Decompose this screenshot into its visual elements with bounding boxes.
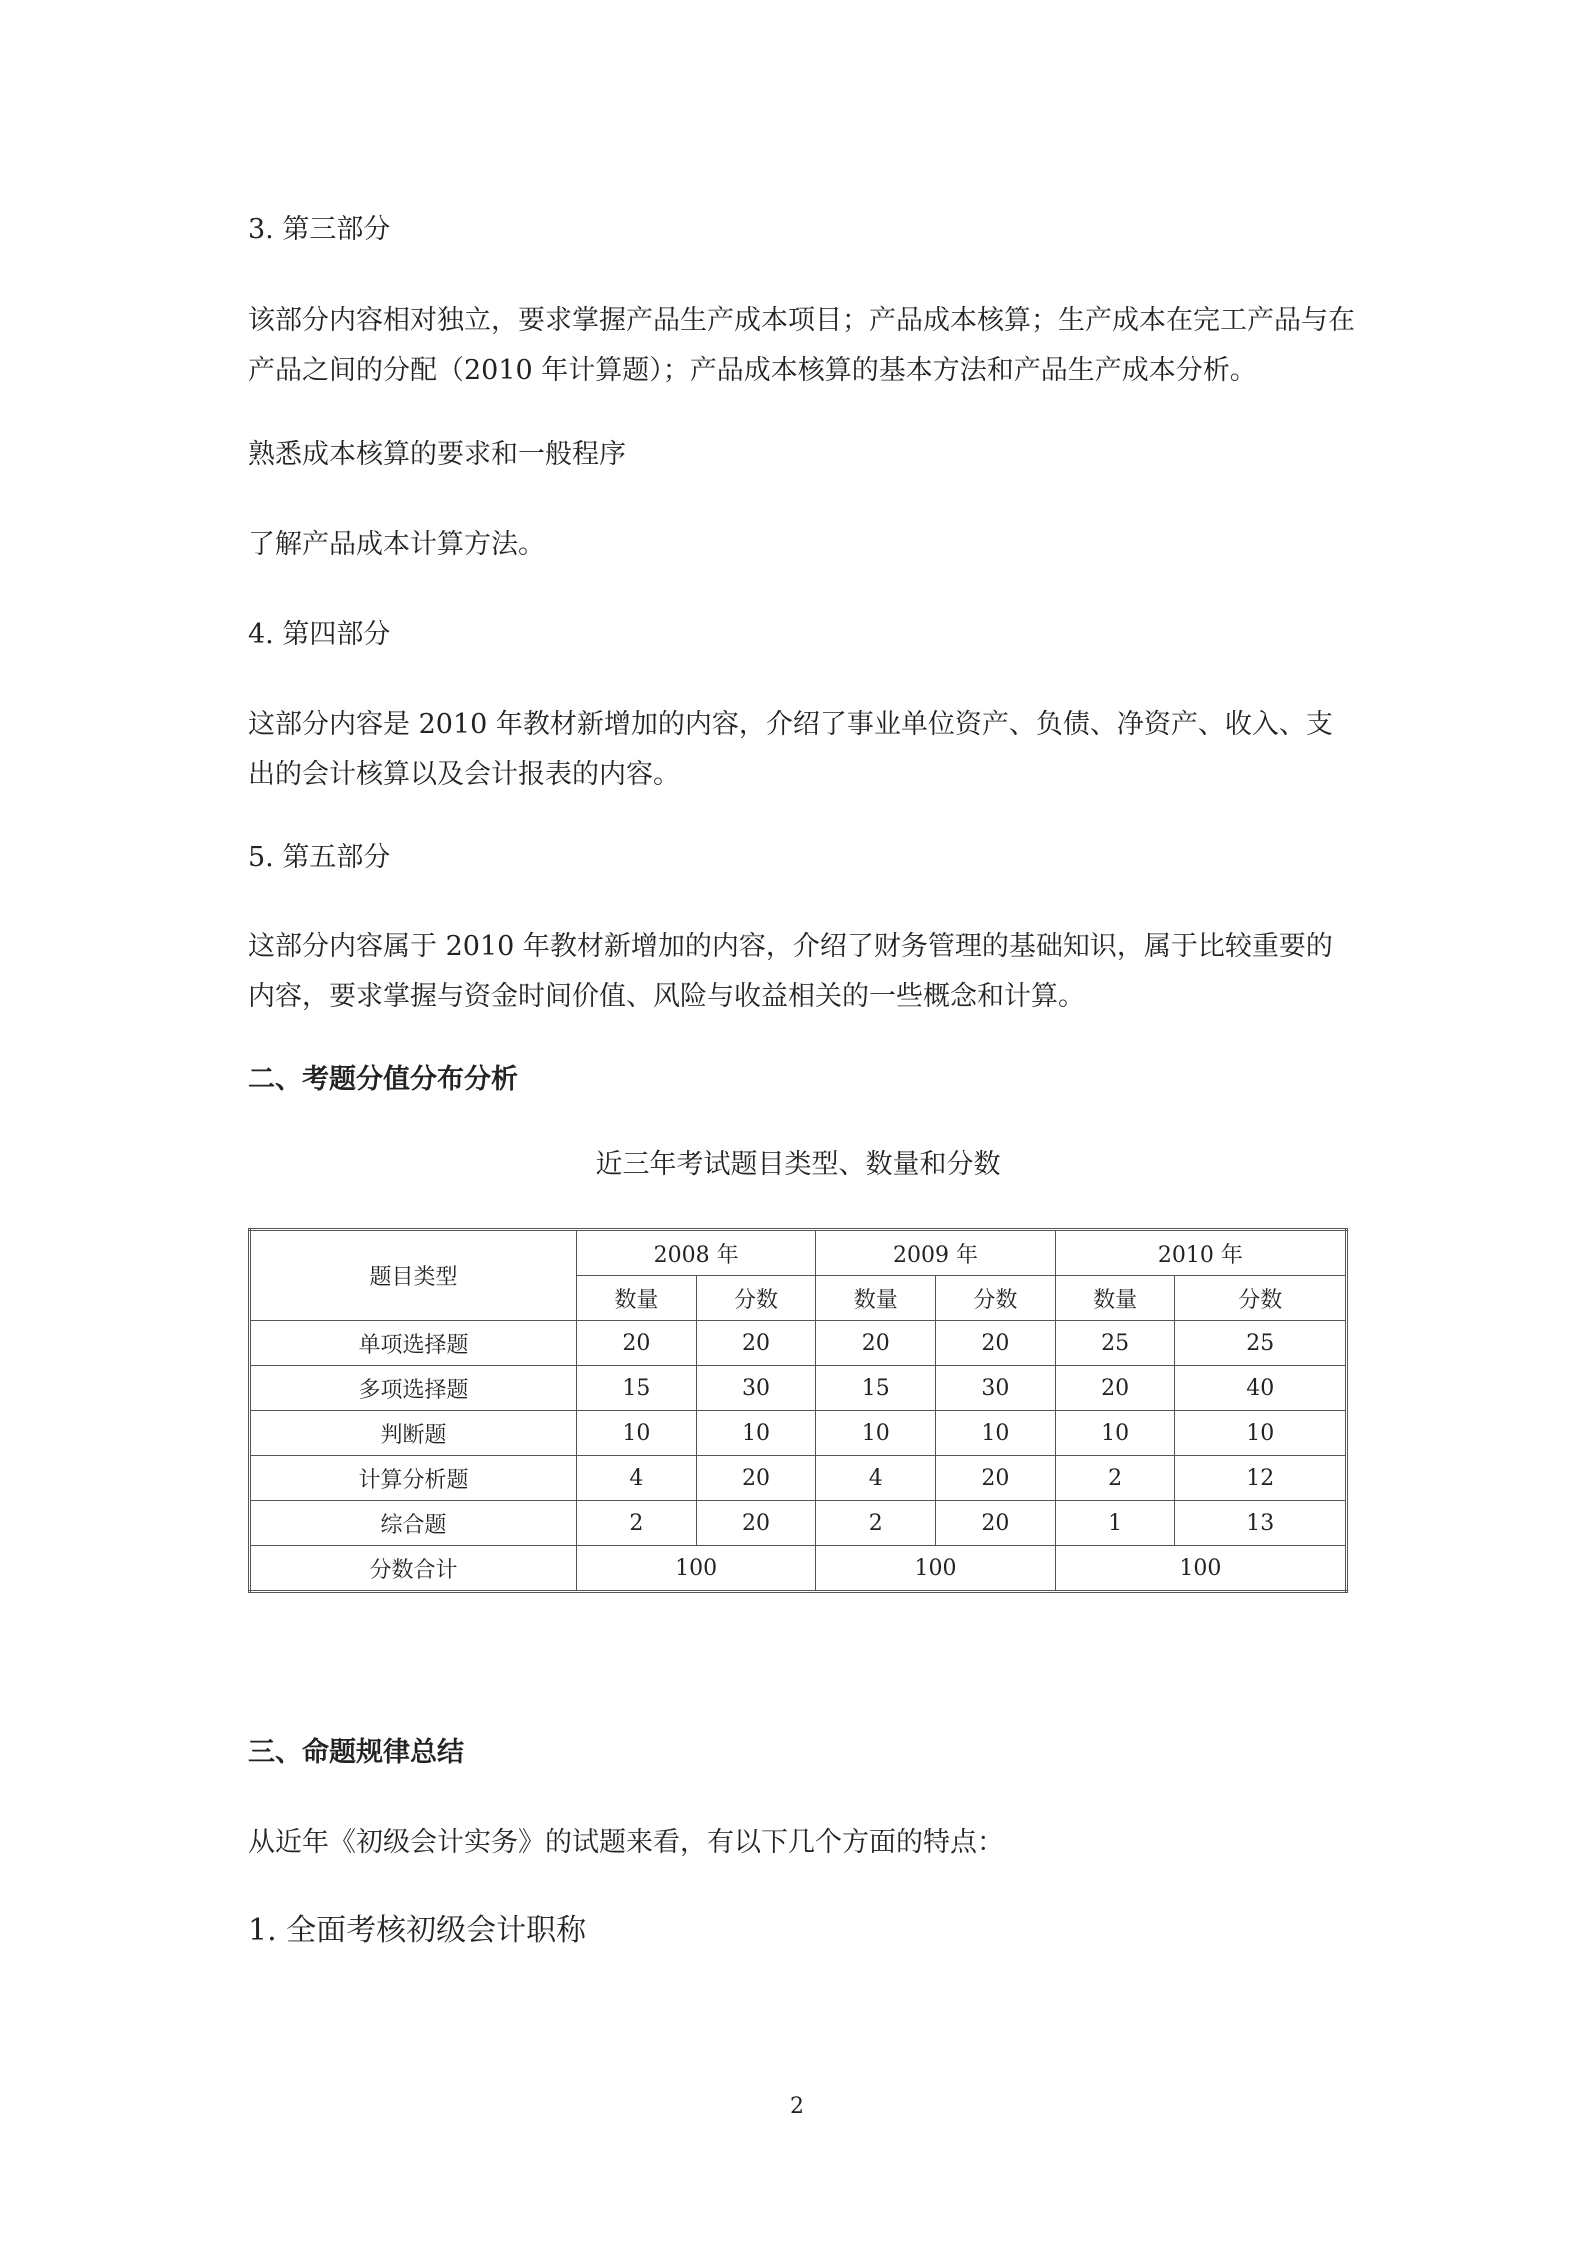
score-header: 分数 — [936, 1276, 1056, 1321]
year-header: 2008 年 — [576, 1230, 815, 1276]
table-row — [250, 1366, 1347, 1411]
total-label: 分数合计 — [250, 1546, 577, 1592]
count-header: 数量 — [576, 1276, 696, 1321]
part5-title: 5. 第五部分 — [248, 842, 391, 873]
table-header-row — [250, 1230, 1347, 1276]
table-cell: 10 — [816, 1411, 936, 1456]
table-cell: 2 — [576, 1501, 696, 1546]
section-heading-score-distribution: 二、考题分值分布分析 — [248, 1064, 518, 1095]
year-header: 2010 年 — [1055, 1230, 1346, 1276]
point-1: 1. 全面考核初级会计职称 — [248, 1913, 587, 1948]
table-cell: 20 — [936, 1501, 1056, 1546]
table-cell: 13 — [1175, 1501, 1347, 1546]
table-cell: 20 — [576, 1321, 696, 1366]
table-cell: 20 — [1055, 1366, 1175, 1411]
page-number: 2 — [790, 2094, 804, 2119]
table-total-row — [250, 1546, 1347, 1592]
table-cell: 10 — [1055, 1411, 1175, 1456]
table-cell: 30 — [936, 1366, 1056, 1411]
table-cell: 25 — [1055, 1321, 1175, 1366]
row-label: 综合题 — [250, 1501, 577, 1546]
table-cell: 40 — [1175, 1366, 1347, 1411]
table-row — [250, 1411, 1347, 1456]
score-header: 分数 — [1175, 1276, 1347, 1321]
table-cell: 20 — [696, 1456, 816, 1501]
table-cell: 20 — [696, 1501, 816, 1546]
table-cell: 20 — [936, 1456, 1056, 1501]
table-cell: 20 — [816, 1321, 936, 1366]
table-cell: 10 — [696, 1411, 816, 1456]
type-header: 题目类型 — [250, 1230, 577, 1321]
part3-familiar: 熟悉成本核算的要求和一般程序 — [248, 439, 626, 470]
total-cell: 100 — [816, 1546, 1055, 1592]
table-cell: 12 — [1175, 1456, 1347, 1501]
table-caption: 近三年考试题目类型、数量和分数 — [595, 1149, 1001, 1180]
table-cell: 10 — [576, 1411, 696, 1456]
table-cell: 2 — [1055, 1456, 1175, 1501]
row-label: 单项选择题 — [250, 1321, 577, 1366]
table-cell: 25 — [1175, 1321, 1347, 1366]
exam-stats-table — [248, 1228, 1348, 1593]
table-row — [250, 1501, 1347, 1546]
part4-title: 4. 第四部分 — [248, 619, 391, 650]
table-cell: 4 — [816, 1456, 936, 1501]
table-cell: 1 — [1055, 1501, 1175, 1546]
count-header: 数量 — [1055, 1276, 1175, 1321]
row-label: 计算分析题 — [250, 1456, 577, 1501]
total-cell: 100 — [1055, 1546, 1346, 1592]
part3-body: 该部分内容相对独立，要求掌握产品生产成本项目；产品成本核算；生产成本在完工产品与在产品之间的分配（2010 年计算题）；产品成本核算的基本方法和产品生产成本分析。 — [248, 305, 1355, 386]
summary-intro: 从近年《初级会计实务》的试题来看，有以下几个方面的特点： — [248, 1827, 1004, 1858]
table-cell: 2 — [816, 1501, 936, 1546]
table-cell: 10 — [936, 1411, 1056, 1456]
table-cell: 10 — [1175, 1411, 1347, 1456]
table-cell: 4 — [576, 1456, 696, 1501]
row-label: 判断题 — [250, 1411, 577, 1456]
table-cell: 20 — [696, 1321, 816, 1366]
table-row — [250, 1456, 1347, 1501]
year-header: 2009 年 — [816, 1230, 1055, 1276]
part5-body: 这部分内容属于 2010 年教材新增加的内容，介绍了财务管理的基础知识，属于比较重要的内容，要求掌握与资金时间价值、风险与收益相关的一些概念和计算。 — [248, 931, 1333, 1012]
total-cell: 100 — [576, 1546, 815, 1592]
table-cell: 15 — [816, 1366, 936, 1411]
part3-title: 3. 第三部分 — [248, 214, 391, 245]
row-label: 多项选择题 — [250, 1366, 577, 1411]
table-cell: 20 — [936, 1321, 1056, 1366]
section-heading-patterns: 三、命题规律总结 — [248, 1737, 464, 1768]
part3-understand: 了解产品成本计算方法。 — [248, 529, 545, 560]
table-row — [250, 1321, 1347, 1366]
part4-body: 这部分内容是 2010 年教材新增加的内容，介绍了事业单位资产、负债、净资产、收入、支出的会计核算以及会计报表的内容。 — [248, 709, 1333, 790]
score-header: 分数 — [696, 1276, 816, 1321]
count-header: 数量 — [816, 1276, 936, 1321]
table-cell: 15 — [576, 1366, 696, 1411]
table-cell: 30 — [696, 1366, 816, 1411]
